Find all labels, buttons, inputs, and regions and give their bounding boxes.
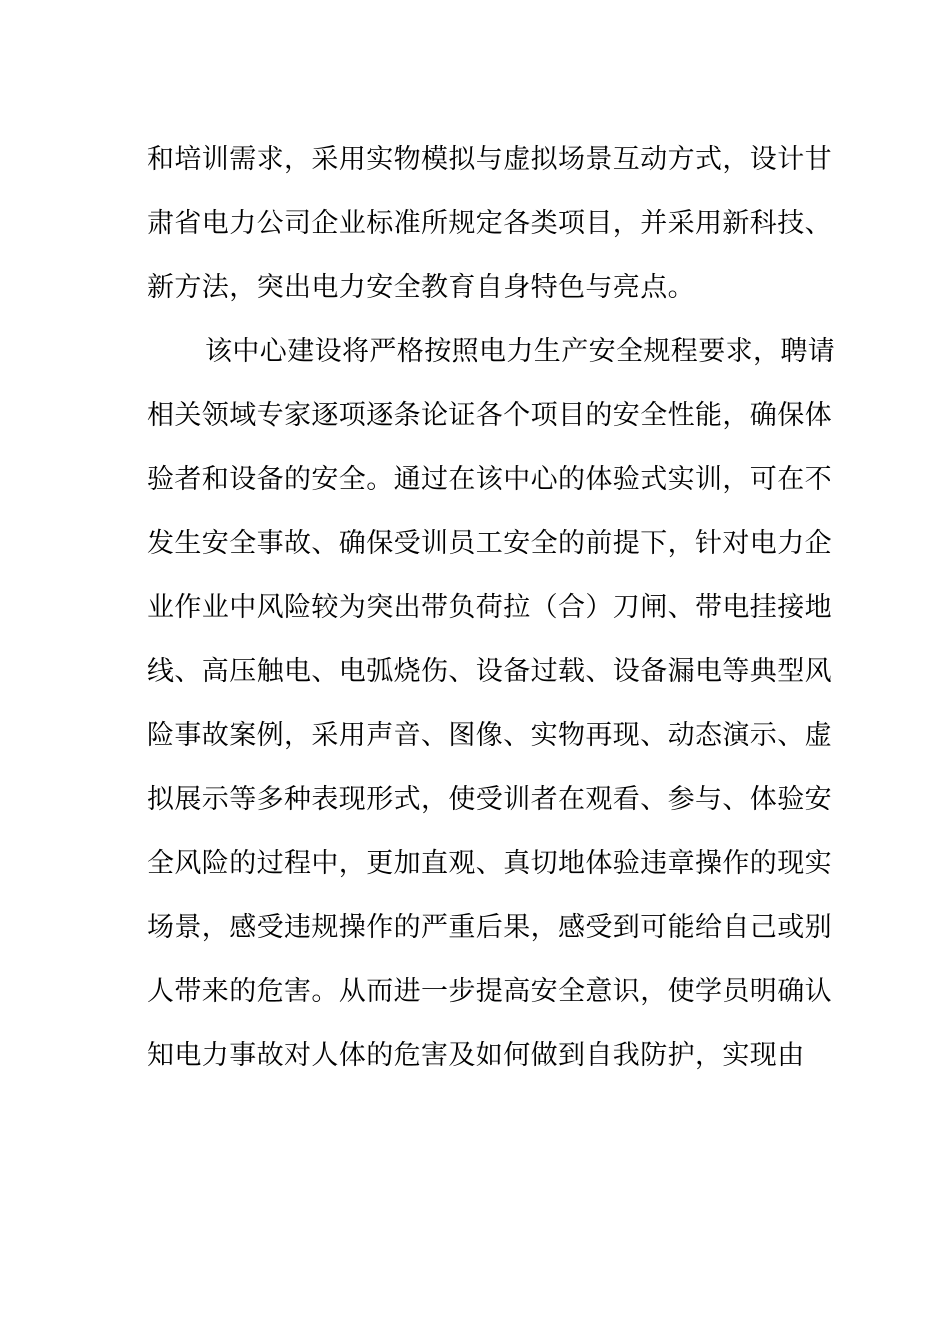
text-line: 业作业中风险较为突出带负荷拉（合）刀闸、带电挂接地 [147,592,832,623]
text-line: 拟展示等多种表现形式，使受训者在观看、参与、体验安 [147,784,832,815]
text-line: 险事故案例，采用声音、图像、实物再现、动态演示、虚 [147,720,832,751]
text-line: 和培训需求，采用实物模拟与虚拟场景互动方式，设计甘 [147,144,832,175]
text-line: 验者和设备的安全。通过在该中心的体验式实训，可在不 [147,464,832,495]
text-line: 肃省电力公司企业标准所规定各类项目，并采用新科技、 [147,208,832,239]
text-line: 全风险的过程中，更加直观、真切地体验违章操作的现实 [147,848,832,879]
text-line: 场景，感受违规操作的严重后果，感受到可能给自己或别 [147,912,832,943]
body-text [147,128,836,1088]
text-line: 知电力事故对人体的危害及如何做到自我防护，实现由 [147,1040,805,1071]
text-line: 发生安全事故、确保受训员工安全的前提下，针对电力企 [147,528,832,559]
text-line: 相关领域专家逐项逐条论证各个项目的安全性能，确保体 [147,400,832,431]
text-line: 线、高压触电、电弧烧伤、设备过载、设备漏电等典型风 [147,656,832,687]
text-line: 新方法，突出电力安全教育自身特色与亮点。 [147,272,695,303]
text-line: 人带来的危害。从而进一步提高安全意识，使学员明确认 [147,976,832,1007]
paragraph-start-line: 该中心建设将严格按照电力生产安全规程要求，聘请 [205,336,836,367]
